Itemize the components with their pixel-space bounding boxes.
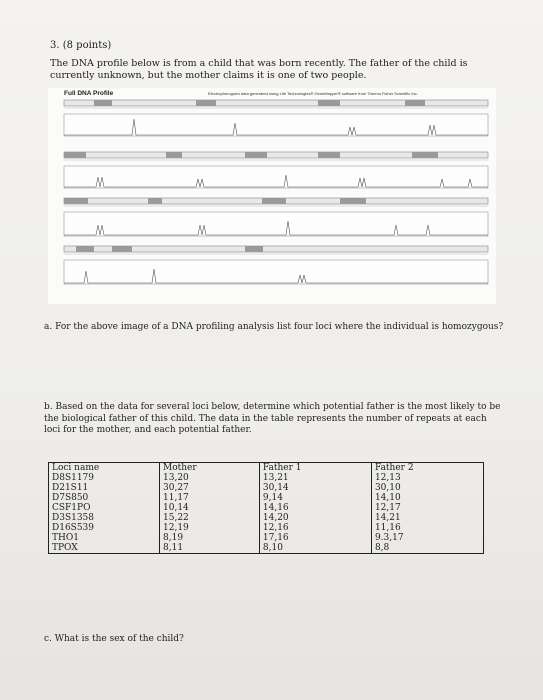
table-cell: 14,16 [259,503,371,513]
locus-marker [412,152,438,158]
locus-marker [318,152,340,158]
table-cell: 8,10 [259,543,371,554]
table-cell: 8,19 [160,533,260,543]
table-cell: 17,16 [259,533,371,543]
locus-marker [148,198,162,204]
table-row [49,523,484,533]
table-cell: 8,11 [160,543,260,554]
figure-title: Full DNA Profile [64,90,114,97]
table-row [49,513,484,523]
table-cell: 30,27 [160,483,260,493]
table-cell: 12,19 [160,523,260,533]
electropherogram-row-4 [64,246,488,284]
table-row [49,543,484,554]
table-row [49,473,484,483]
locus-marker [64,152,86,158]
table-row [49,493,484,503]
table-cell: 12,16 [259,523,371,533]
table-header-row [49,463,484,474]
table-header-cell: Mother [160,463,260,474]
table-cell: 10,14 [160,503,260,513]
table-header-cell: Father 1 [259,463,371,474]
table-cell: 14,21 [371,513,483,523]
table-cell: 12,17 [371,503,483,513]
table-header-cell: Father 2 [371,463,483,474]
electropherogram-svg [48,88,496,304]
table-row [49,503,484,513]
table-cell: 14,10 [371,493,483,503]
figure-credit: Electropherogram data generated using Life Technologies® GeneMapper® software from Thermo Fisher Scientific Inc. [208,91,418,96]
locus-marker [318,100,340,106]
trace-panel-row-1 [64,114,488,136]
table-cell: 30,14 [259,483,371,493]
locus-marker [64,198,88,204]
trace-panel-row-3 [64,212,488,236]
locus-marker [245,152,267,158]
loci-table [48,462,484,554]
electropherogram-row-2 [64,152,488,188]
electropherogram-row-1 [64,100,488,136]
table-cell: D3S1358 [49,513,160,523]
question-intro: The DNA profile below is from a child that was born recently. The father of the child is currently unknown, but the mother claims it is one of two people. [50,58,468,81]
question-title: 3. (8 points) [50,40,112,51]
table-cell: 9.3,17 [371,533,483,543]
table-cell: 13,21 [259,473,371,483]
table-cell: 11,16 [371,523,483,533]
table-cell: D8S1179 [49,473,160,483]
table-cell: 15,22 [160,513,260,523]
part-c-question: c. What is the sex of the child? [44,634,184,644]
locus-marker [262,198,286,204]
locus-marker [76,246,94,252]
part-b-question: b. Based on the data for several loci below, determine which potential father is the most likely to be the biological father of this child. The data in the table represents the number of repeats at each loci for the mother, and each potential father. [44,402,501,435]
table-cell: 11,17 [160,493,260,503]
table-cell: THO1 [49,533,160,543]
part-a-question: a. For the above image of a DNA profiling analysis list four loci where the individual is homozygous? [44,322,504,332]
table-cell: 30,10 [371,483,483,493]
table-cell: CSF1PO [49,503,160,513]
locus-marker [112,246,132,252]
table-cell: D7S850 [49,493,160,503]
table-cell: D21S11 [49,483,160,493]
table-row [49,483,484,493]
locus-marker [196,100,216,106]
table-cell: 13,20 [160,473,260,483]
table-row [49,533,484,543]
table-cell: TPOX [49,543,160,554]
table-header-cell: Loci name [49,463,160,474]
dna-profile-figure [48,88,496,304]
table-cell: 12,13 [371,473,483,483]
trace-panel-row-2 [64,166,488,188]
table-cell: 8,8 [371,543,483,554]
locus-marker [340,198,366,204]
locus-marker [94,100,112,106]
table-cell: 14,20 [259,513,371,523]
table-cell: D16S539 [49,523,160,533]
locus-marker [405,100,425,106]
trace-panel-row-4 [64,260,488,284]
locus-marker [245,246,263,252]
locus-marker [166,152,182,158]
table-cell: 9,14 [259,493,371,503]
electropherogram-row-3 [64,198,488,236]
